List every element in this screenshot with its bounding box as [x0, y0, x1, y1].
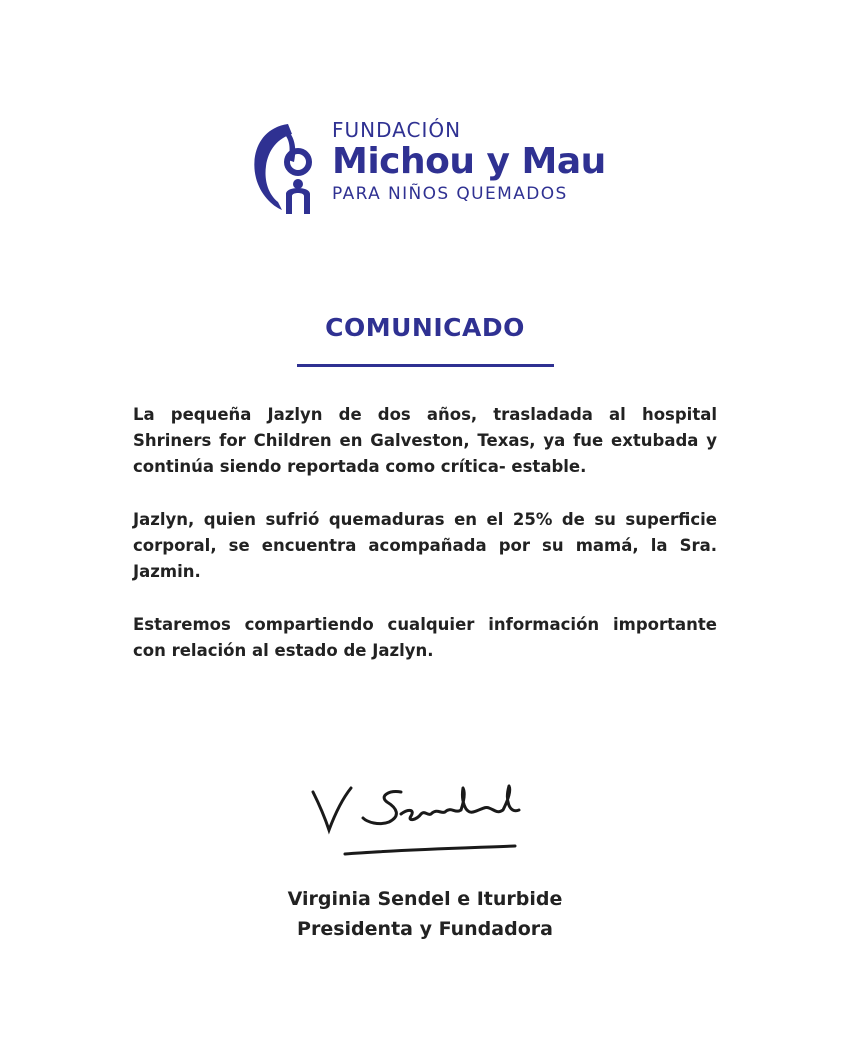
- document-body: [133, 402, 717, 691]
- foundation-logo-icon: [248, 122, 326, 214]
- paragraph-2: Jazlyn, quien sufrió quemaduras en el 25% de su superficie corporal, se encuentra acompañada por su mamá, la Sra. Jazmin.: [133, 510, 717, 581]
- logo-line-fundacion: FUNDACIÓN: [332, 118, 462, 142]
- signer-role: Presidenta y Fundadora: [297, 918, 553, 940]
- logo-line-name: Michou y Mau: [332, 141, 606, 182]
- logo-line-tagline: PARA NIÑOS QUEMADOS: [332, 184, 568, 204]
- paragraph-1: La pequeña Jazlyn de dos años, trasladada al hospital Shriners for Children en Galveston, Texas, ya fue extubada y continúa siendo reportada como crítica- estable.: [133, 405, 717, 476]
- title-underline: [297, 364, 554, 367]
- signer-name: Virginia Sendel e Iturbide: [287, 888, 563, 910]
- signer-block: [0, 884, 850, 944]
- paragraph-3: Estaremos compartiendo cualquier información importante con relación al estado de Jazlyn.: [133, 615, 717, 660]
- handwritten-signature: [305, 780, 555, 860]
- foundation-logo: [248, 118, 608, 218]
- document-title: COMUNICADO: [325, 313, 525, 342]
